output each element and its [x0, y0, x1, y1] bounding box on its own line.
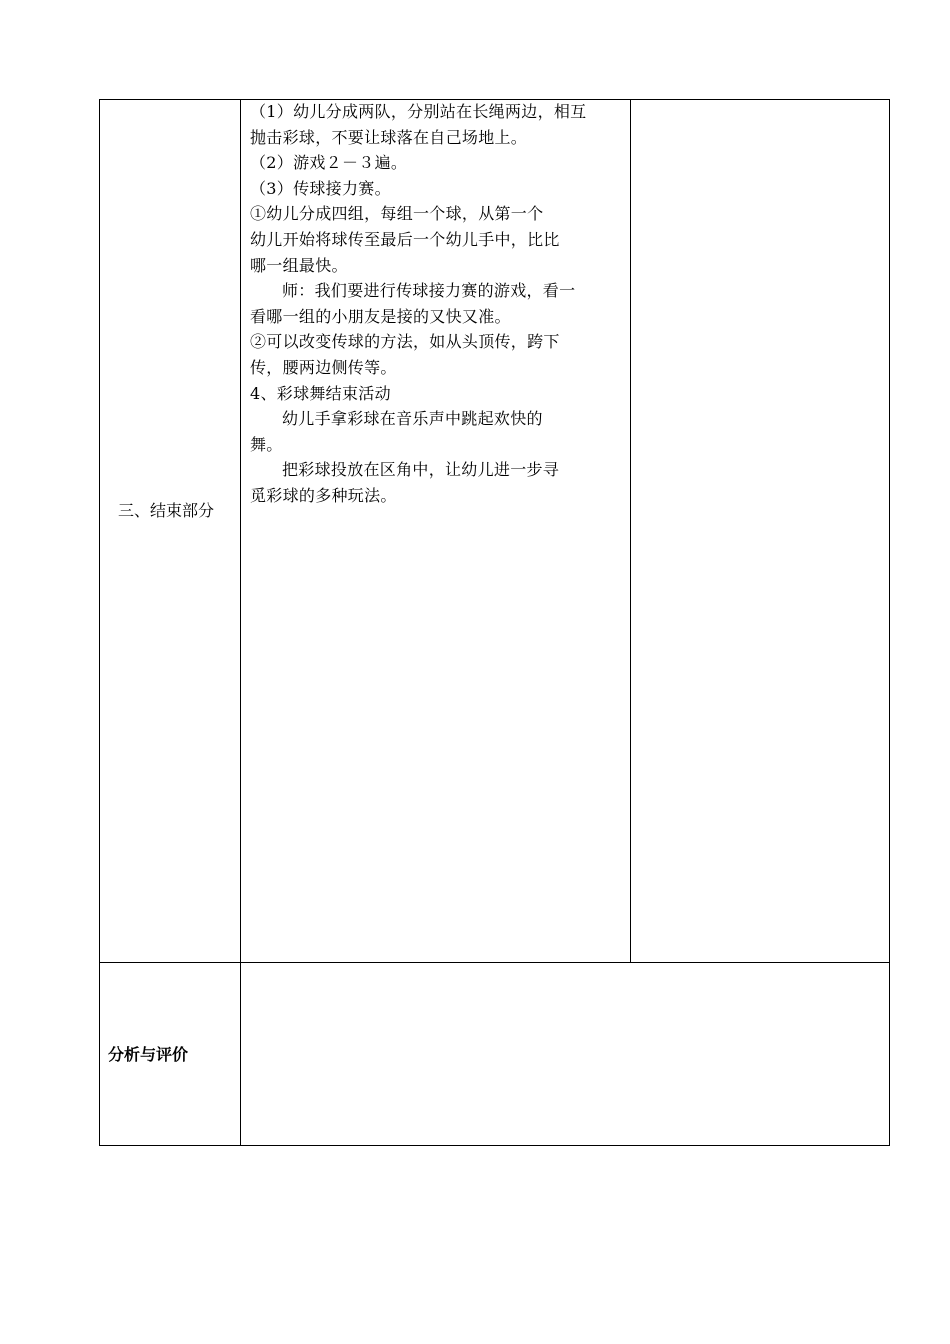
content-line: 舞。: [250, 434, 283, 454]
content-line: 抛击彩球，不要让球落在自己场地上。: [250, 127, 528, 147]
table-border-bottom: [99, 1145, 890, 1146]
content-line: ①幼儿分成四组，每组一个球，从第一个: [250, 204, 544, 224]
content-line: （2）游戏２－３遍。: [250, 153, 408, 173]
content-line: 看哪一组的小朋友是接的又快又准。: [250, 306, 511, 326]
content-line: 传，腰两边侧传等。: [250, 357, 397, 377]
activity-content: [250, 99, 628, 509]
table-border-left: [99, 99, 100, 1146]
content-line: 哪一组最快。: [250, 255, 348, 275]
content-line: 把彩球投放在区角中，让幼儿进一步寻: [282, 460, 560, 480]
content-line: 师：我们要进行传球接力赛的游戏，看一: [282, 281, 576, 301]
table-border-right: [889, 99, 890, 1146]
evaluation-cell: [241, 963, 889, 1145]
content-line: 4、彩球舞结束活动: [250, 383, 391, 403]
content-line: 觅彩球的多种玩法。: [250, 485, 397, 505]
content-line: （1）幼儿分成两队，分别站在长绳两边，相互: [250, 102, 587, 121]
content-line: ②可以改变传球的方法，如从头顶传，跨下: [250, 332, 560, 352]
content-line: 幼儿开始将球传至最后一个幼儿手中，比比: [250, 229, 560, 249]
content-line: （3）传球接力赛。: [250, 178, 391, 198]
content-line: 幼儿手拿彩球在音乐声中跳起欢快的: [282, 409, 543, 429]
notes-cell: [631, 100, 889, 962]
section-label: 三、结束部分: [118, 501, 215, 520]
analysis-label: 分析与评价: [108, 1045, 189, 1064]
